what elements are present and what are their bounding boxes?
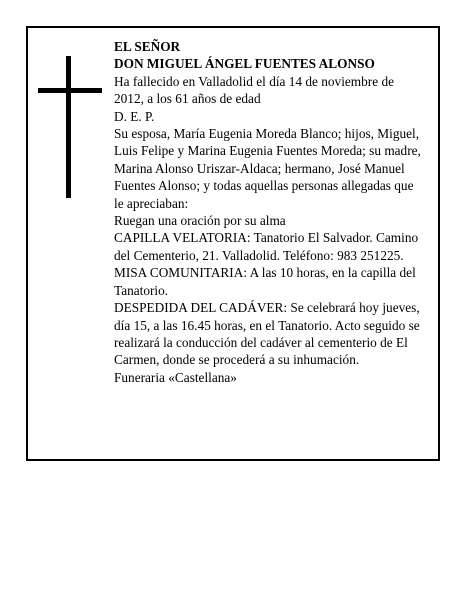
deceased-name: DON MIGUEL ÁNGEL FUENTES ALONSO (114, 56, 375, 72)
cross-horizontal-bar (38, 88, 102, 93)
chapel-info: CAPILLA VELATORIA: Tanatorio El Salvador. Camino del Cementerio, 21. Valladolid. Teléfono: 983 251225. (114, 230, 419, 263)
latin-cross-icon (38, 56, 102, 198)
title-honorific: EL SEÑOR (114, 39, 181, 54)
mass-info: MISA COMUNITARIA: A las 10 horas, en la capilla del Tanatorio. (114, 265, 416, 298)
farewell-info: DESPEDIDA DEL CADÁVER: Se celebrará hoy jueves, día 15, a las 16.45 horas, en el Tanatorio. Acto seguido se realizará la conducción del cadáver al cementerio de El Carmen, donde se procederá a su inhumación. (114, 300, 420, 368)
obituary-text (114, 38, 424, 386)
funeral-home: Funeraria «Castellana» (114, 369, 237, 385)
rest-in-peace: D. E. P. (114, 108, 155, 124)
prayer-request: Ruegan una oración por su alma (114, 213, 286, 229)
death-info: Ha fallecido en Valladolid el día 14 de noviembre de 2012, a los 61 años de edad (114, 73, 395, 107)
cross-vertical-bar (66, 56, 71, 198)
family-list: Su esposa, María Eugenia Moreda Blanco; hijos, Miguel, Luis Felipe y Marina Eugenia Fuentes Moreda; su madre, Marina Alonso Uriszar-Aldaca; hermano, José Manuel Fuentes Alonso; y todas aquellas personas allegadas que le apreciaban: (114, 126, 421, 211)
